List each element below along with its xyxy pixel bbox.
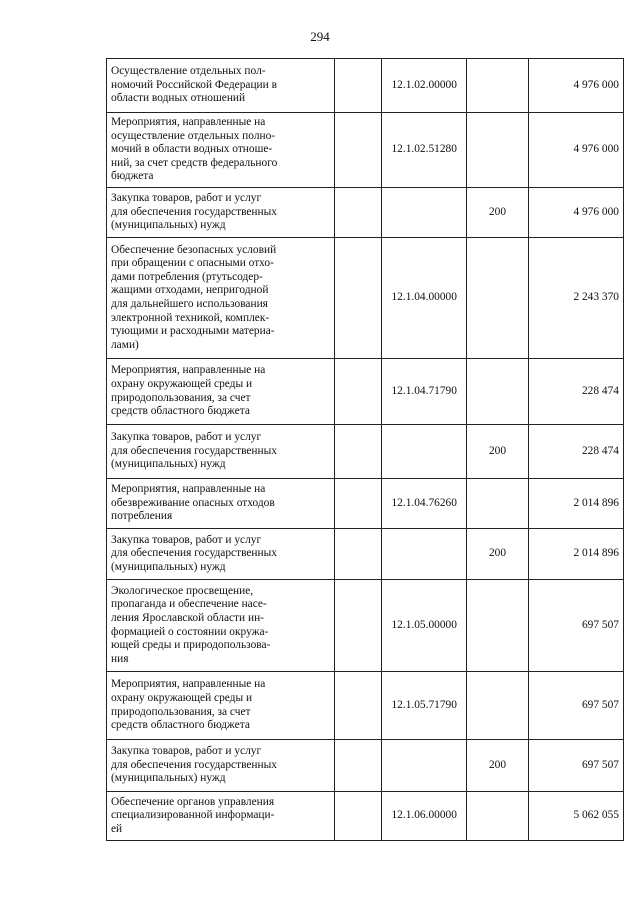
- row-code: 12.1.04.00000: [382, 238, 467, 359]
- table-row: [107, 792, 624, 841]
- row-expense-type: [467, 479, 528, 529]
- blank-cell: [334, 59, 381, 113]
- row-name: Обеспечение безопасных условий при обращении с опасными отхо- дами потребления (ртутьсодер- жащими отходами, непригодной для дальнейшего использования электронной техникой, комплек- тующими и расходными материа- лами): [111, 243, 277, 351]
- row-name-cell: [107, 425, 335, 479]
- table-row: [107, 580, 624, 672]
- row-sum: 228 474: [528, 425, 623, 479]
- row-name: Мероприятия, направленные на охрану окружающей среды и природопользования, за счет средств областного бюджета: [111, 364, 266, 418]
- row-sum: 5 062 055: [528, 792, 623, 841]
- row-expense-type: 200: [467, 529, 528, 580]
- row-code: [382, 740, 467, 792]
- row-name: Закупка товаров, работ и услуг для обеспечения государственных (муниципальных) нужд: [111, 745, 277, 785]
- row-name-cell: [107, 238, 335, 359]
- row-code: 12.1.02.51280: [382, 113, 467, 188]
- table-row: [107, 113, 624, 188]
- row-name-cell: [107, 792, 335, 841]
- blank-cell: [334, 359, 381, 425]
- blank-cell: [334, 792, 381, 841]
- row-sum: 2 014 896: [528, 479, 623, 529]
- row-sum: 4 976 000: [528, 59, 623, 113]
- row-name-cell: [107, 740, 335, 792]
- table-row: [107, 479, 624, 529]
- page-number: 294: [310, 29, 330, 44]
- row-name-cell: [107, 580, 335, 672]
- row-name: Мероприятия, направленные на охрану окружающей среды и природопользования, за счет средств областного бюджета: [111, 678, 266, 732]
- row-sum: 4 976 000: [528, 113, 623, 188]
- row-code: [382, 188, 467, 238]
- blank-cell: [334, 188, 381, 238]
- row-expense-type: [467, 59, 528, 113]
- blank-cell: [334, 529, 381, 580]
- row-name-cell: [107, 113, 335, 188]
- row-name: Экологическое просвещение, пропаганда и обеспечение насе- ления Ярославской области ин- формацией о состоянии окружа- ющей среды и природопользова- ния: [111, 584, 271, 665]
- row-expense-type: 200: [467, 425, 528, 479]
- row-name: Закупка товаров, работ и услуг для обеспечения государственных (муниципальных) нужд: [111, 192, 277, 232]
- blank-cell: [334, 425, 381, 479]
- row-expense-type: [467, 672, 528, 740]
- table-row: [107, 238, 624, 359]
- table-row: [107, 188, 624, 238]
- row-expense-type: [467, 359, 528, 425]
- row-name: Мероприятия, направленные на осуществление отдельных полно- мочий в области водных отноше- ний, за счет средств федерального бюджета: [111, 116, 278, 183]
- row-code: 12.1.02.00000: [382, 59, 467, 113]
- row-name-cell: [107, 672, 335, 740]
- row-code: 12.1.04.71790: [382, 359, 467, 425]
- table-row: [107, 59, 624, 113]
- blank-cell: [334, 113, 381, 188]
- row-name: Мероприятия, направленные на обезвреживание опасных отходов потребления: [111, 483, 275, 523]
- row-code: [382, 425, 467, 479]
- table-row: [107, 359, 624, 425]
- row-name: Закупка товаров, работ и услуг для обеспечения государственных (муниципальных) нужд: [111, 431, 277, 471]
- row-expense-type: [467, 238, 528, 359]
- table-row: [107, 672, 624, 740]
- table-row: [107, 425, 624, 479]
- row-code: 12.1.05.71790: [382, 672, 467, 740]
- row-name-cell: [107, 479, 335, 529]
- row-name: Обеспечение органов управления специализированной информаци- ей: [111, 795, 275, 835]
- row-expense-type: 200: [467, 740, 528, 792]
- blank-cell: [334, 479, 381, 529]
- row-sum: 697 507: [528, 740, 623, 792]
- budget-table: [106, 58, 624, 841]
- table-row: [107, 529, 624, 580]
- row-code: 12.1.05.00000: [382, 580, 467, 672]
- row-expense-type: 200: [467, 188, 528, 238]
- row-sum: 2 243 370: [528, 238, 623, 359]
- row-code: 12.1.04.76260: [382, 479, 467, 529]
- row-sum: 4 976 000: [528, 188, 623, 238]
- table-row: [107, 740, 624, 792]
- blank-cell: [334, 238, 381, 359]
- blank-cell: [334, 672, 381, 740]
- row-sum: 697 507: [528, 580, 623, 672]
- row-name-cell: [107, 59, 335, 113]
- row-name: Закупка товаров, работ и услуг для обеспечения государственных (муниципальных) нужд: [111, 533, 277, 573]
- row-code: [382, 529, 467, 580]
- row-name-cell: [107, 359, 335, 425]
- blank-cell: [334, 580, 381, 672]
- row-expense-type: [467, 792, 528, 841]
- row-name-cell: [107, 529, 335, 580]
- row-expense-type: [467, 580, 528, 672]
- row-name-cell: [107, 188, 335, 238]
- blank-cell: [334, 740, 381, 792]
- row-name: Осуществление отдельных пол- номочий Российской Федерации в области водных отношений: [111, 65, 277, 105]
- row-sum: 697 507: [528, 672, 623, 740]
- row-code: 12.1.06.00000: [382, 792, 467, 841]
- row-sum: 2 014 896: [528, 529, 623, 580]
- row-sum: 228 474: [528, 359, 623, 425]
- row-expense-type: [467, 113, 528, 188]
